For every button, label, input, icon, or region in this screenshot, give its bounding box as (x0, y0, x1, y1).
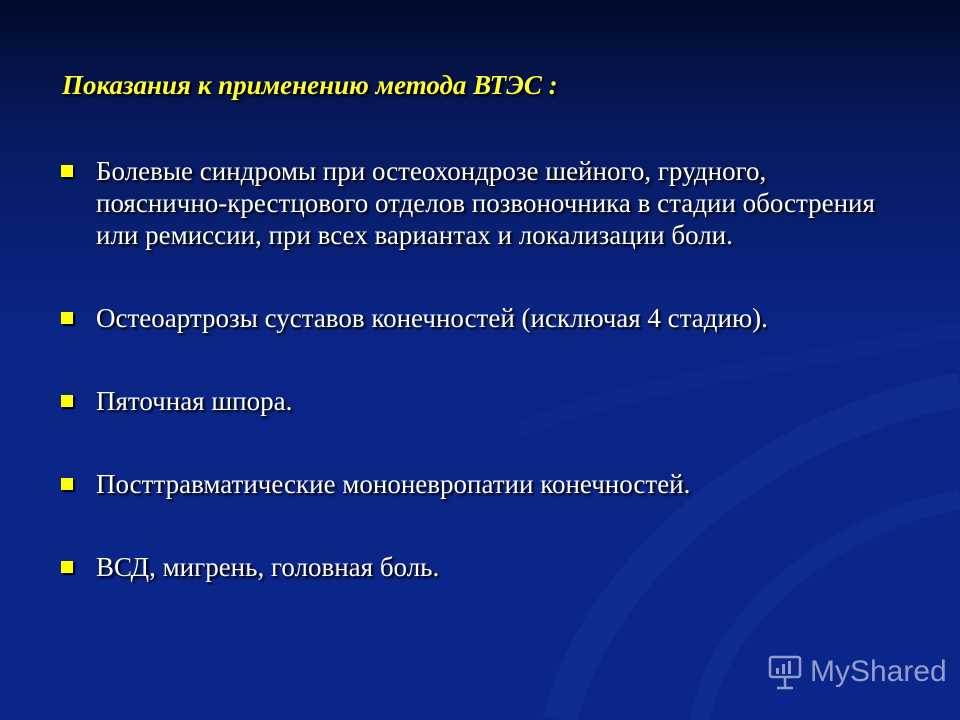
square-bullet-icon (61, 561, 73, 573)
watermark (768, 654, 947, 690)
bullet-text: Болевые синдромы при остеохондрозе шейного, грудного, пояснично-крестцового отделов позвоночника в стадии обострения или ремиссии, при всех вариантах и локализации боли. (96, 156, 875, 250)
bullet-text: ВСД, мигрень, головная боль. (96, 552, 440, 582)
slide-title: Показания к применению метода ВТЭС : (62, 70, 558, 100)
square-bullet-icon (61, 165, 73, 177)
list-item (60, 468, 880, 500)
bullet-text: Посттравматические мононевропатии конечностей. (96, 469, 691, 499)
bullet-list (60, 155, 880, 583)
list-item (60, 302, 880, 334)
bullet-text: Пяточная шпора. (96, 386, 293, 416)
square-bullet-icon (61, 395, 73, 407)
bullet-text: Остеоартрозы суставов конечностей (исключая 4 стадию). (96, 303, 768, 333)
presentation-board-icon (768, 654, 802, 690)
list-item (60, 551, 880, 583)
list-item (60, 385, 880, 417)
watermark-text: MyShared (810, 655, 947, 688)
square-bullet-icon (61, 478, 73, 490)
list-item (60, 155, 880, 251)
square-bullet-icon (61, 312, 73, 324)
